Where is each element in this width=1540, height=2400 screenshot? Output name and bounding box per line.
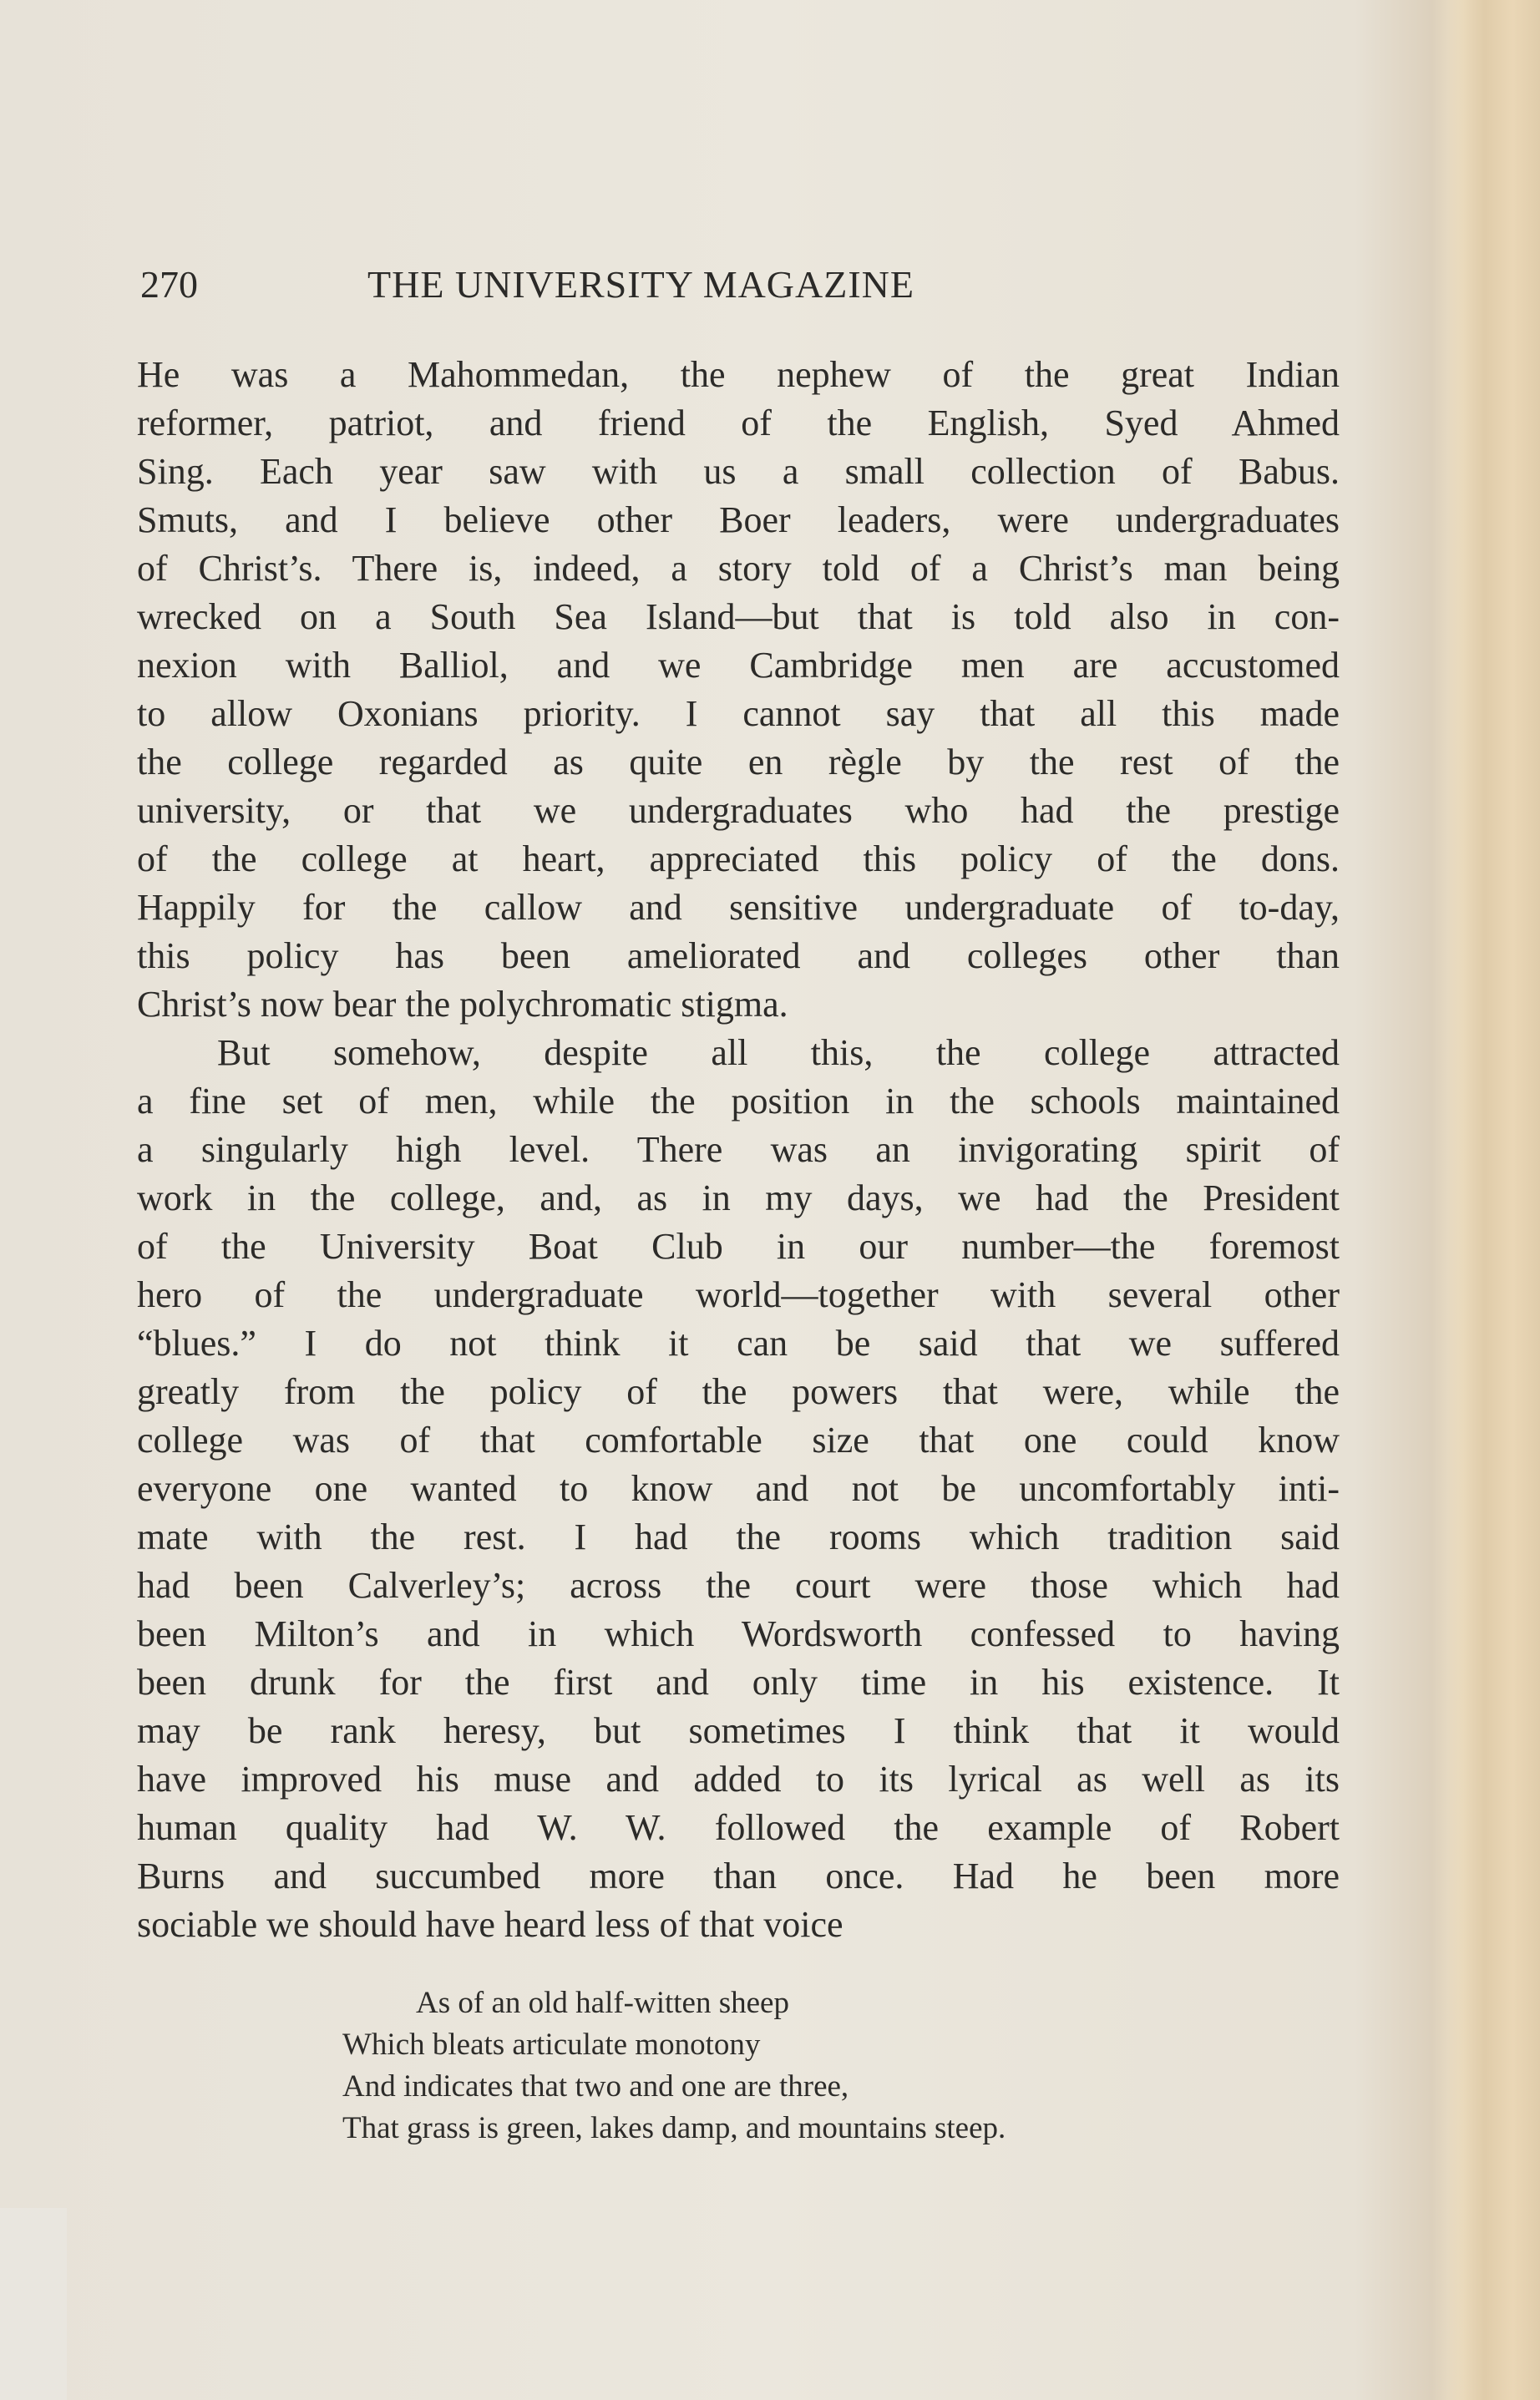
text-line: wrecked on a South Sea Island—but that is told also in con-: [137, 596, 1340, 637]
text-line: to allow Oxonians priority. I cannot say that all this made: [137, 693, 1340, 734]
text-line: sociable we should have heard less of that voice: [137, 1904, 843, 1945]
verse-line: As of an old half-witten sheep: [416, 1986, 789, 2020]
text-line: He was a Mahommedan, the nephew of the great Indian: [137, 354, 1340, 395]
text-line: a singularly high level. There was an invigorating spirit of: [137, 1129, 1340, 1170]
text-line: reformer, patriot, and friend of the English, Syed Ahmed: [137, 403, 1340, 443]
text-line: Burns and succumbed more than once. Had he been more: [137, 1856, 1340, 1896]
text-line: work in the college, and, as in my days, we had the President: [137, 1177, 1340, 1218]
text-line: “blues.” I do not think it can be said that we suffered: [137, 1323, 1340, 1364]
verse-line: And indicates that two and one are three,: [342, 2069, 849, 2104]
text-line: had been Calverley’s; across the court were those which had: [137, 1565, 1340, 1606]
text-line: hero of the undergraduate world—together with several other: [137, 1274, 1340, 1315]
text-line: may be rank heresy, but sometimes I think that it would: [137, 1710, 1340, 1751]
text-line: of Christ’s. There is, indeed, a story told of a Christ’s man being: [137, 548, 1340, 589]
running-head: [140, 262, 1326, 312]
text-line: Christ’s now bear the polychromatic stigma.: [137, 984, 788, 1025]
text-line: nexion with Balliol, and we Cambridge men are accustomed: [137, 645, 1340, 686]
text-line: Smuts, and I believe other Boer leaders, were undergraduates: [137, 499, 1340, 540]
text-line: human quality had W. W. followed the example of Robert: [137, 1807, 1340, 1848]
text-line: a fine set of men, while the position in the schools maintained: [137, 1081, 1340, 1122]
page-number: 270: [140, 263, 198, 306]
paragraph-1: [137, 351, 1340, 1029]
page-corner: [0, 2208, 67, 2400]
verse-quotation: [342, 1982, 1261, 2149]
verse-line: That grass is green, lakes damp, and mountains steep.: [342, 2111, 1006, 2145]
text-line: of the University Boat Club in our number—the foremost: [137, 1226, 1340, 1267]
text-line: mate with the rest. I had the rooms which tradition said: [137, 1516, 1340, 1557]
text-line: this policy has been ameliorated and colleges other than: [137, 935, 1340, 976]
text-line: college was of that comfortable size that one could know: [137, 1420, 1340, 1461]
text-line: greatly from the policy of the powers that were, while the: [137, 1371, 1340, 1412]
text-line: Happily for the callow and sensitive undergraduate of to-day,: [137, 887, 1340, 928]
text-line: the college regarded as quite en règle by the rest of the: [137, 742, 1340, 782]
text-line: Sing. Each year saw with us a small collection of Babus.: [137, 451, 1340, 492]
text-line: been Milton’s and in which Wordsworth confessed to having: [137, 1613, 1340, 1654]
paragraph-2: [137, 1029, 1340, 1949]
text-line: university, or that we undergraduates who had the prestige: [137, 790, 1340, 831]
page-edge-shadow: [1448, 0, 1540, 2400]
text-line: have improved his muse and added to its lyrical as well as its: [137, 1759, 1340, 1800]
text-line: But somehow, despite all this, the college attracted: [217, 1032, 1340, 1073]
verse-line: Which bleats articulate monotony: [342, 2028, 761, 2062]
running-title: THE UNIVERSITY MAGAZINE: [367, 263, 914, 306]
text-line: been drunk for the first and only time in his existence. It: [137, 1662, 1340, 1703]
text-line: everyone one wanted to know and not be uncomfortably inti-: [137, 1468, 1340, 1509]
body-text: [137, 351, 1340, 1949]
text-line: of the college at heart, appreciated this policy of the dons.: [137, 838, 1340, 879]
